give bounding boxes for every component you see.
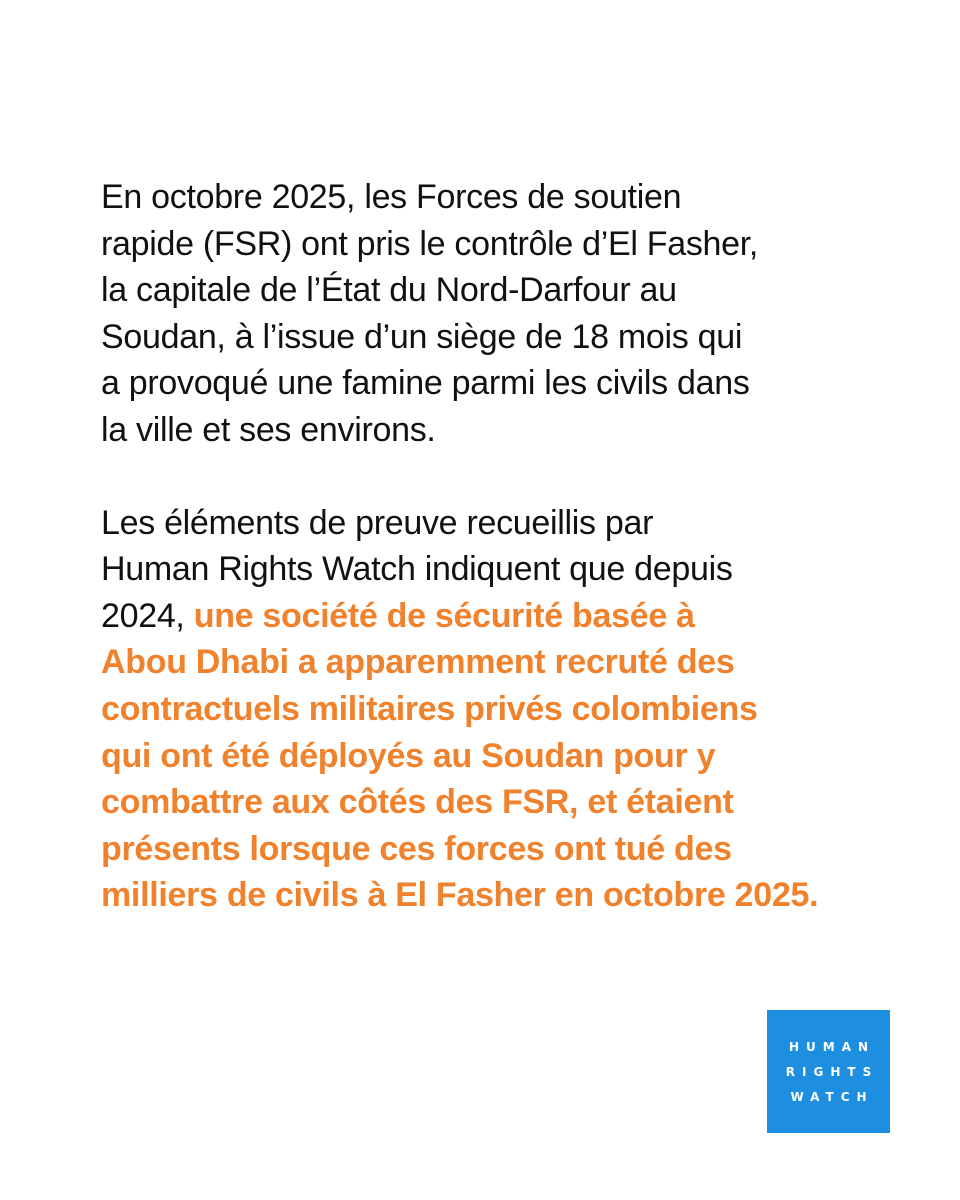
- paragraph-line: Soudan, à l’issue d’un siège de 18 mois qui: [101, 317, 743, 356]
- logo-word: RIGHTS: [785, 1064, 879, 1079]
- plain-text: 2024,: [101, 596, 194, 635]
- paragraph-line: la capitale de l’État du Nord-Darfour au: [101, 271, 677, 310]
- paragraph-line: a provoqué une famine parmi les civils dans: [101, 364, 750, 403]
- paragraph-line: Les éléments de preuve recueillis par: [101, 503, 654, 542]
- highlighted-text: une société de sécurité basée à: [193, 596, 695, 635]
- paragraph-line: En octobre 2025, les Forces de soutien: [101, 178, 682, 216]
- highlighted-line: milliers de civils à El Fasher en octobre 2025.: [101, 876, 819, 915]
- paragraph-siege: [101, 174, 891, 454]
- paragraph-line: la ville et ses environs.: [101, 410, 436, 449]
- highlighted-line: combattre aux côtés des FSR, et étaient: [101, 783, 734, 822]
- paragraph-line: Human Rights Watch indiquent que depuis: [101, 550, 733, 589]
- paragraph-line: rapide (FSR) ont pris le contrôle d’El Fasher,: [101, 224, 759, 263]
- highlighted-line: Abou Dhabi a apparemment recruté des: [101, 643, 735, 682]
- highlighted-line: présents lorsque ces forces ont tué des: [101, 829, 732, 868]
- text-content: [101, 174, 891, 919]
- paragraph-line: [101, 593, 891, 640]
- hrw-logo: [767, 1010, 890, 1133]
- highlighted-line: contractuels militaires privés colombiens: [101, 689, 758, 728]
- highlighted-line: qui ont été déployés au Soudan pour y: [101, 736, 716, 775]
- paragraph-evidence: [101, 500, 891, 919]
- logo-word: WATCH: [790, 1089, 874, 1104]
- logo-word: HUMAN: [788, 1039, 876, 1054]
